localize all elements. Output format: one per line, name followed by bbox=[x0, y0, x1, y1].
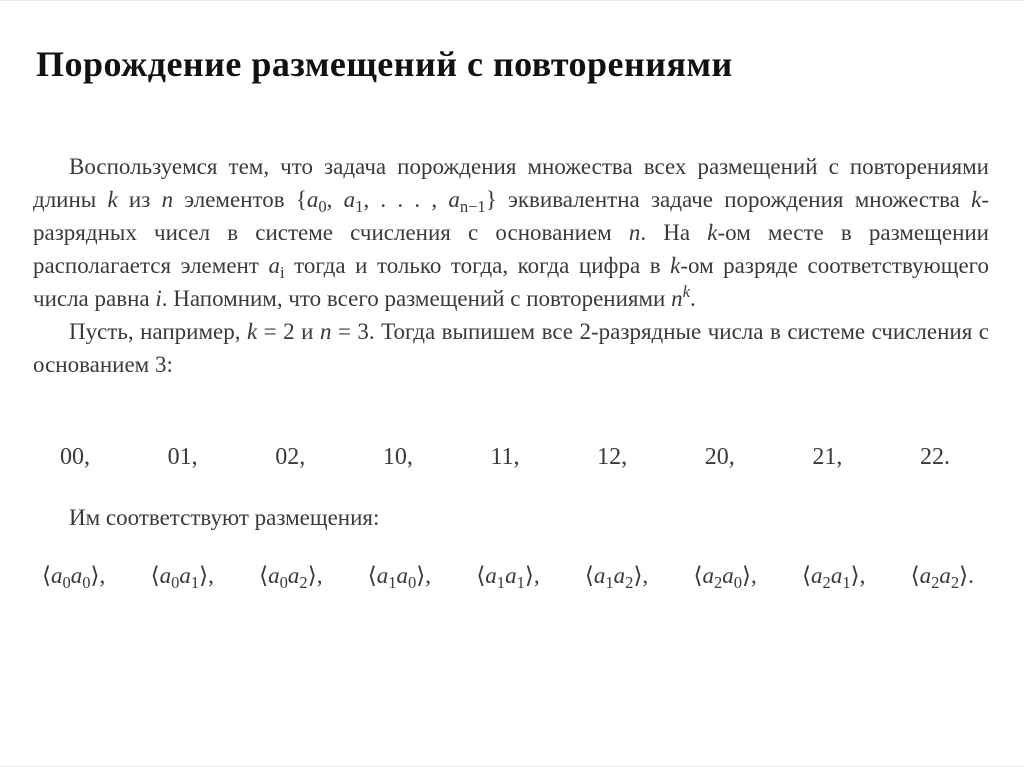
number-item: 20, bbox=[704, 444, 735, 470]
number-item: 22. bbox=[919, 444, 950, 470]
number-item: 10, bbox=[382, 444, 413, 470]
math-variable: a bbox=[919, 563, 932, 588]
text-run: = 2 и bbox=[257, 319, 320, 344]
text-run: Воспользуемся тем, что задача порождения множества всех размещений с повторениями длины bbox=[33, 154, 989, 212]
math-variable: a bbox=[287, 563, 300, 588]
math-subscript: i bbox=[279, 263, 285, 283]
text-run: . На bbox=[640, 220, 708, 245]
math-variable: a bbox=[939, 563, 951, 588]
math-variable: a bbox=[830, 563, 843, 588]
text-run: } эквивалентна задаче порождения множества bbox=[485, 187, 972, 212]
text-run: . Напомним, что всего размещений с повторениями bbox=[161, 286, 672, 311]
punctuation: . bbox=[968, 563, 974, 588]
math-subscript: 1 bbox=[605, 573, 614, 593]
text-run: тогда и только тогда, когда цифра в bbox=[284, 253, 671, 278]
text-run: из bbox=[117, 187, 162, 212]
left-angle-bracket: ⟨ bbox=[367, 563, 377, 588]
math-subscript: 0 bbox=[82, 573, 91, 593]
math-subscript: 2 bbox=[625, 573, 634, 593]
math-variable: a bbox=[306, 187, 319, 212]
slide-title: Порождение размещений с повторениями bbox=[36, 44, 733, 84]
punctuation: , bbox=[642, 563, 649, 588]
math-subscript: 1 bbox=[496, 573, 506, 593]
right-angle-bracket: ⟩ bbox=[633, 563, 643, 588]
math-variable: n bbox=[671, 286, 683, 311]
placement-item bbox=[259, 563, 323, 593]
math-variable: k bbox=[107, 187, 118, 212]
punctuation: , bbox=[316, 563, 323, 588]
text-run: -ом месте в размещении располагается элемент bbox=[33, 220, 989, 278]
math-variable: a bbox=[343, 187, 356, 212]
left-angle-bracket: ⟨ bbox=[584, 563, 594, 588]
math-variable: n bbox=[161, 187, 174, 212]
math-subscript: 1 bbox=[516, 573, 525, 593]
math-subscript: 2 bbox=[822, 573, 831, 593]
number-item: 01, bbox=[167, 444, 198, 470]
number-item: 02, bbox=[275, 444, 306, 470]
left-angle-bracket: ⟨ bbox=[259, 563, 269, 588]
math-superscript: k bbox=[682, 281, 690, 301]
math-subscript: 1 bbox=[388, 573, 397, 593]
number-item: 00, bbox=[60, 444, 90, 470]
placements-row bbox=[42, 563, 974, 593]
math-subscript: 0 bbox=[733, 573, 743, 593]
right-angle-bracket: ⟩ bbox=[307, 563, 317, 588]
math-variable: a bbox=[268, 253, 280, 278]
math-variable: a bbox=[722, 563, 734, 588]
math-subscript: 0 bbox=[62, 573, 71, 593]
number-item: 11, bbox=[490, 444, 520, 470]
math-subscript: 2 bbox=[713, 573, 723, 593]
math-variable: a bbox=[505, 563, 517, 588]
paragraph-2 bbox=[33, 315, 989, 381]
paragraph-1 bbox=[33, 150, 989, 315]
text-run: -разрядных чисел в системе счисления с основанием bbox=[33, 187, 990, 245]
math-subscript: 0 bbox=[408, 573, 417, 593]
math-subscript: 0 bbox=[318, 197, 327, 217]
left-angle-bracket: ⟨ bbox=[150, 563, 160, 588]
math-variable: a bbox=[70, 563, 83, 588]
math-subscript: n−1 bbox=[459, 197, 486, 217]
placement-item bbox=[42, 563, 106, 593]
text-run: , bbox=[326, 187, 344, 212]
placement-item bbox=[693, 563, 757, 593]
math-subscript: 0 bbox=[171, 573, 180, 593]
punctuation: , bbox=[208, 563, 214, 588]
math-variable: a bbox=[268, 563, 280, 588]
right-angle-bracket: ⟩ bbox=[416, 563, 426, 588]
punctuation: , bbox=[425, 563, 432, 588]
math-variable: a bbox=[159, 563, 172, 588]
math-variable: a bbox=[613, 563, 626, 588]
punctuation: , bbox=[99, 563, 106, 588]
text-run: Пусть, например, bbox=[69, 319, 247, 344]
left-angle-bracket: ⟨ bbox=[693, 563, 703, 588]
punctuation: , bbox=[533, 563, 540, 588]
left-angle-bracket: ⟨ bbox=[42, 563, 51, 588]
placements-lead-in: Им соответствуют размещения: bbox=[69, 505, 380, 530]
math-variable: k bbox=[670, 253, 681, 278]
math-subscript: 2 bbox=[299, 573, 308, 593]
math-variable: k bbox=[971, 187, 982, 212]
math-variable: a bbox=[396, 563, 408, 588]
math-variable: k bbox=[707, 220, 718, 245]
left-angle-bracket: ⟨ bbox=[910, 563, 920, 588]
right-angle-bracket: ⟩ bbox=[742, 563, 751, 588]
right-angle-bracket: ⟩ bbox=[90, 563, 100, 588]
math-variable: a bbox=[702, 563, 714, 588]
text-run: , . . . , bbox=[363, 187, 449, 212]
text-run: элементов { bbox=[173, 187, 307, 212]
math-variable: n bbox=[319, 319, 332, 344]
math-variable: i bbox=[155, 286, 162, 311]
math-subscript: 2 bbox=[931, 573, 940, 593]
top-border bbox=[0, 0, 1024, 1]
left-angle-bracket: ⟨ bbox=[802, 563, 812, 588]
math-variable: a bbox=[50, 563, 63, 588]
placement-item bbox=[476, 563, 540, 593]
punctuation: , bbox=[859, 563, 866, 588]
math-variable: a bbox=[179, 563, 191, 588]
slide-body bbox=[33, 150, 989, 381]
right-angle-bracket: ⟩ bbox=[850, 563, 860, 588]
math-subscript: 1 bbox=[355, 197, 364, 217]
math-variable: a bbox=[593, 563, 606, 588]
numbers-row bbox=[60, 444, 950, 471]
math-variable: a bbox=[376, 563, 389, 588]
right-angle-bracket: ⟩ bbox=[199, 563, 209, 588]
placement-item bbox=[802, 563, 866, 593]
placement-item bbox=[910, 563, 974, 593]
math-variable: a bbox=[448, 187, 460, 212]
punctuation: , bbox=[751, 563, 757, 588]
number-item: 21, bbox=[812, 444, 843, 470]
text-run: -ом разряде соответствующего числа равна bbox=[33, 253, 990, 311]
math-subscript: 1 bbox=[190, 573, 200, 593]
math-variable: a bbox=[811, 563, 823, 588]
right-angle-bracket: ⟩ bbox=[959, 563, 969, 588]
placement-item bbox=[367, 563, 432, 593]
math-subscript: 2 bbox=[950, 573, 960, 593]
math-variable: n bbox=[628, 220, 641, 245]
placement-item bbox=[150, 563, 214, 593]
math-variable: a bbox=[485, 563, 497, 588]
math-subscript: 0 bbox=[279, 573, 288, 593]
number-item: 12, bbox=[597, 444, 628, 470]
placement-item bbox=[584, 563, 649, 593]
math-variable: k bbox=[246, 319, 258, 344]
text-run: . bbox=[689, 286, 696, 311]
text-run: = 3. Тогда выпишем все 2-разрядные числа в системе счисления с основанием 3: bbox=[33, 319, 990, 377]
math-subscript: 1 bbox=[842, 573, 851, 593]
left-angle-bracket: ⟨ bbox=[476, 563, 486, 588]
right-angle-bracket: ⟩ bbox=[524, 563, 534, 588]
